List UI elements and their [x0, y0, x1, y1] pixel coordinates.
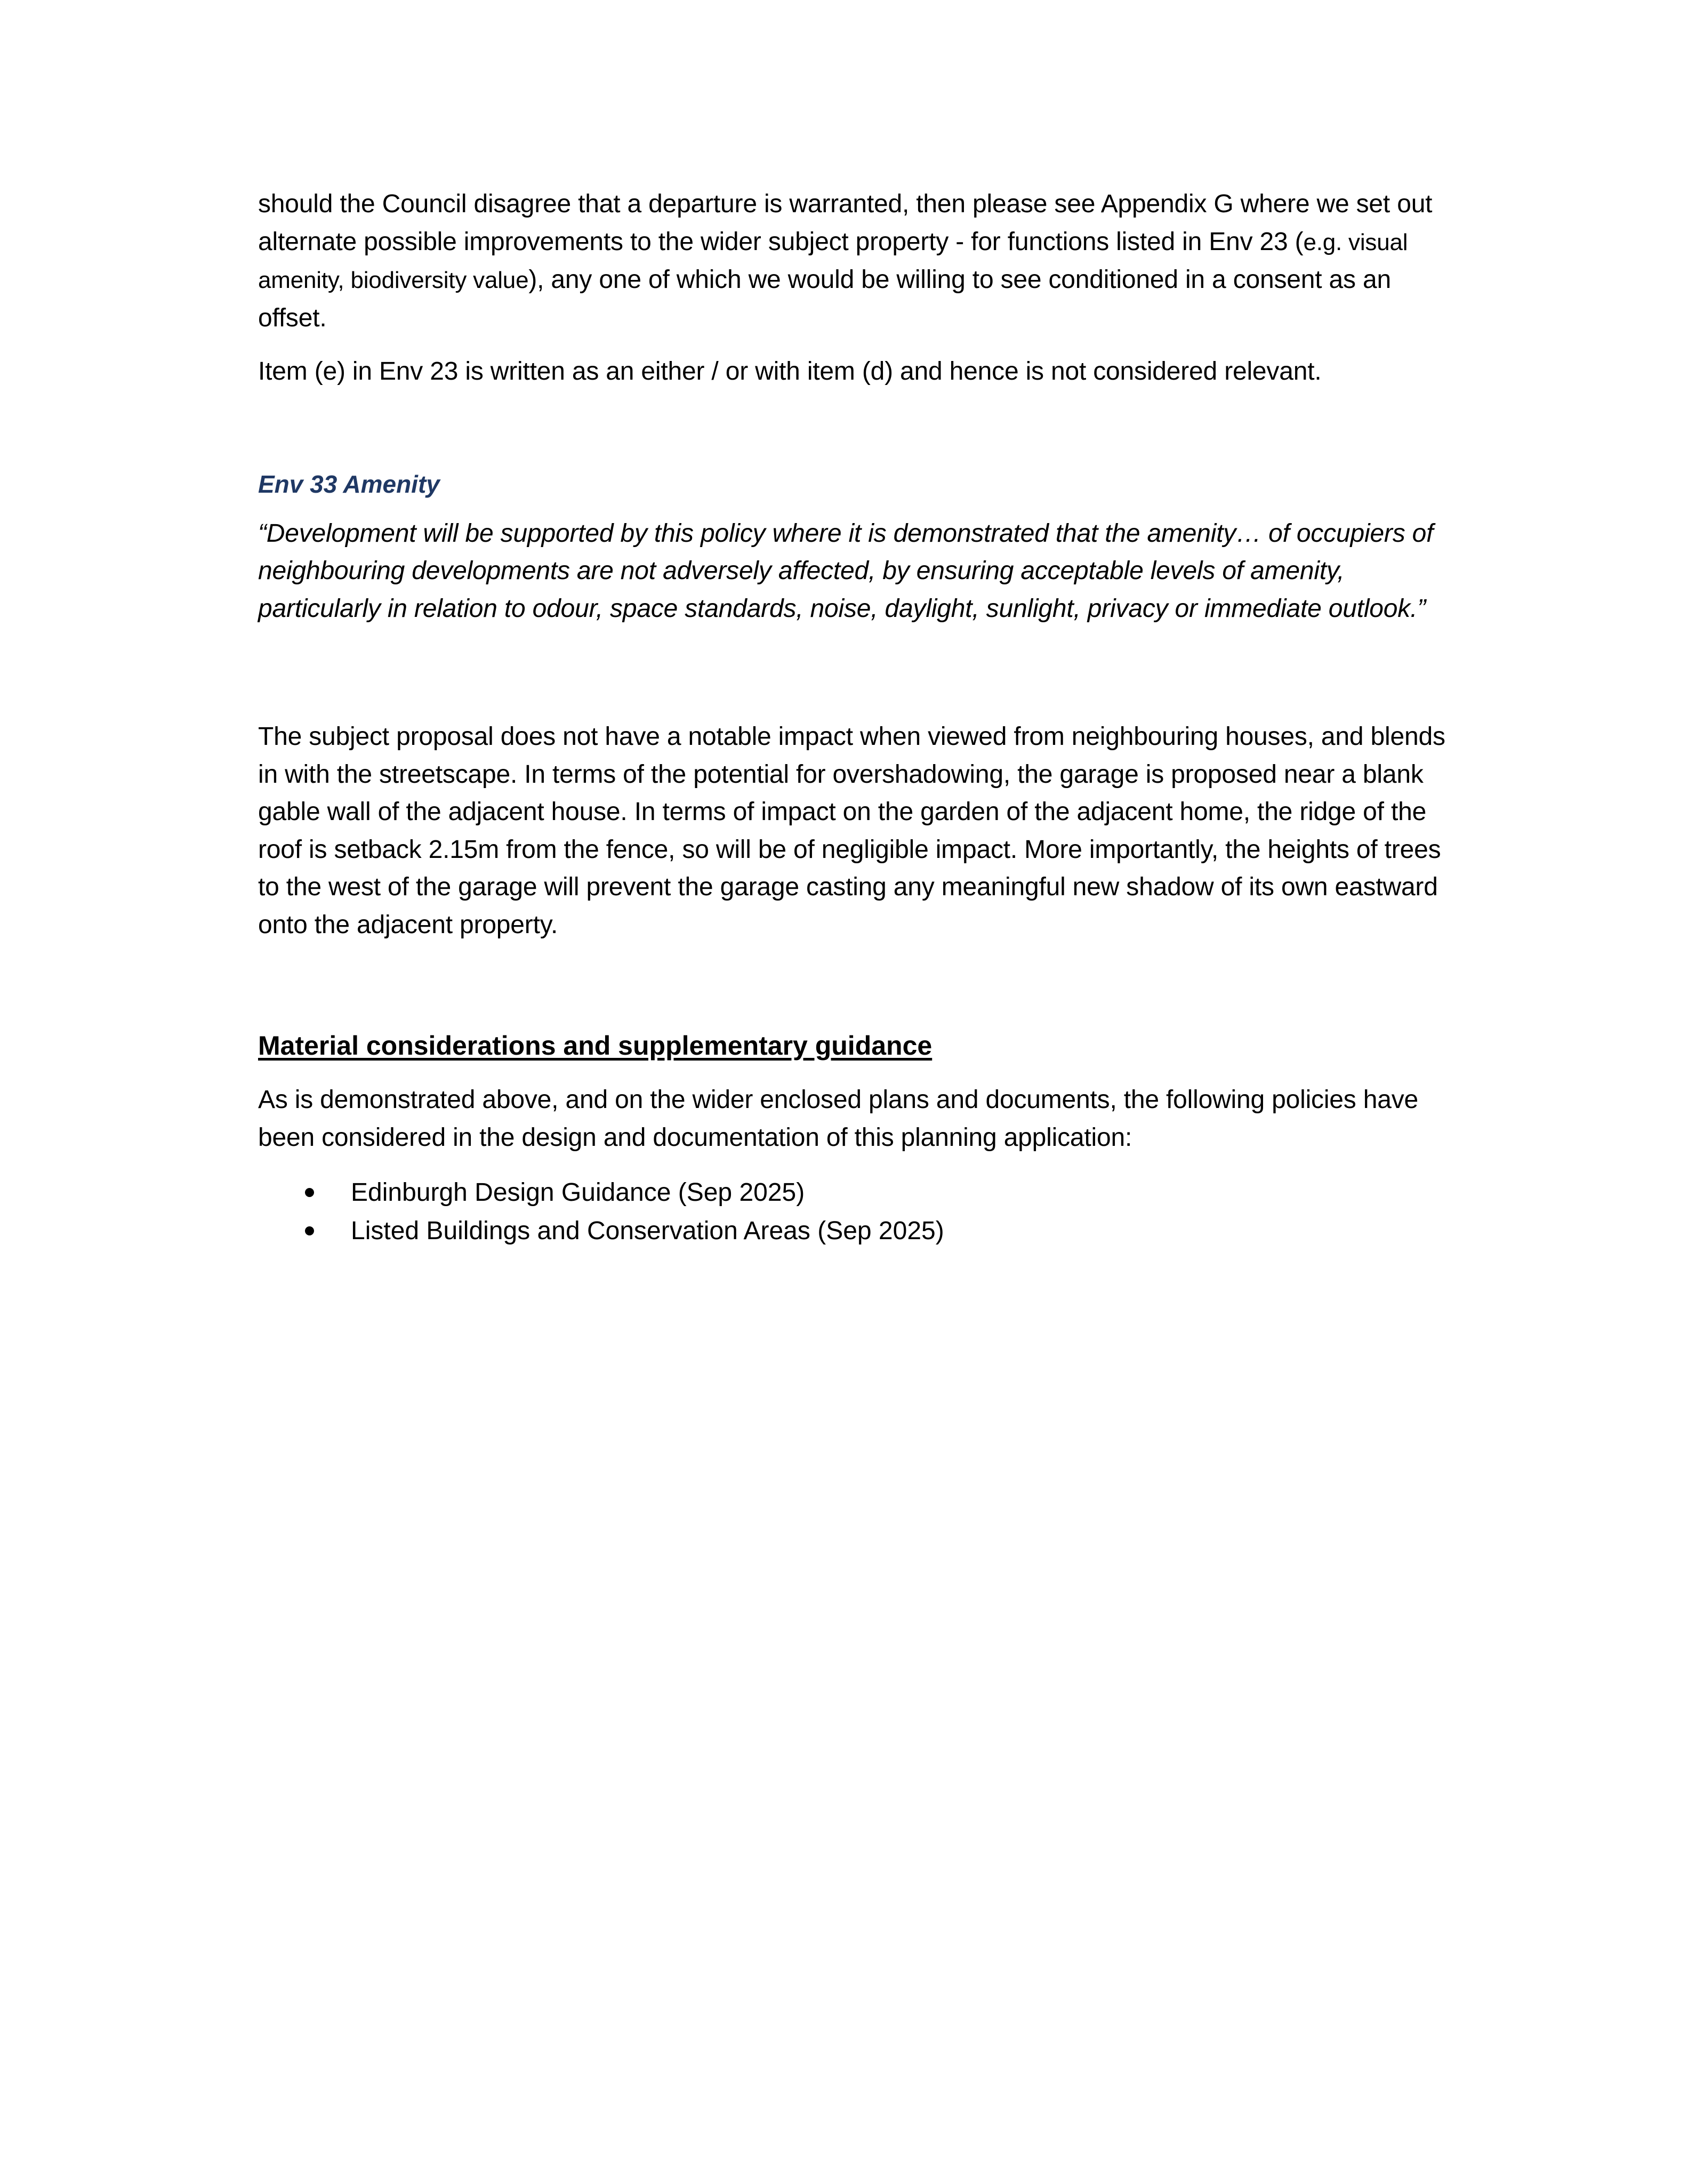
- bullet-icon: [305, 1226, 314, 1235]
- env33-policy-quote: “Development will be supported by this policy where it is demonstrated that the amenity… of occupiers of neighbouring developments are not adversely affected, by ensuring acceptable levels of amenity, particularly in relation to odour, space standards, noise, daylight, sunlight, privacy or immediate outlook.”: [258, 519, 1434, 623]
- paragraph-item-e: Item (e) in Env 23 is written as an either / or with item (d) and hence is not considered relevant.: [258, 357, 1322, 386]
- list-item-text: Listed Buildings and Conservation Areas (Sep 2025): [351, 1217, 944, 1245]
- paragraph-impact-assessment: The subject proposal does not have a notable impact when viewed from neighbouring houses, and blends in with the streetscape. In terms of the potential for overshadowing, the garage is proposed near a blank gable wall of the adjacent house. In terms of impact on the garden of the adjacent home, the ridge of the roof is setback 2.15m from the fence, so will be of negligible impact. More importantly, the heights of trees to the west of the garage will prevent the garage casting any meaningful new shadow of its own eastward onto the adjacent property.: [258, 722, 1445, 939]
- paragraph-appendix-g-main: should the Council disagree that a departure is warranted, then please see Appendix G where we set out alternate possible improvements to the wider subject property - for functions listed in Env 23 (: [258, 190, 1433, 256]
- paragraph-appendix-g-end: ), any one of which we would be willing to see conditioned in a consent as an offset.: [258, 266, 1391, 332]
- env33-heading: Env 33 Amenity: [258, 470, 440, 498]
- paragraph-appendix-g: [258, 186, 1447, 337]
- list-item: [258, 1174, 1447, 1212]
- paragraph-policies-considered: As is demonstrated above, and on the wider enclosed plans and documents, the following policies have been considered in the design and documentation of this planning application:: [258, 1086, 1419, 1152]
- paragraph-appendix-g-examples: e.g. visual amenity, biodiversity value: [258, 229, 1408, 293]
- bullet-icon: [305, 1188, 314, 1197]
- material-considerations-heading: Material considerations and supplementary guidance: [258, 1031, 933, 1061]
- list-item-text: Edinburgh Design Guidance (Sep 2025): [351, 1178, 805, 1207]
- list-item: [258, 1212, 1447, 1250]
- page-content: [258, 186, 1447, 1250]
- guidance-list: [258, 1174, 1447, 1250]
